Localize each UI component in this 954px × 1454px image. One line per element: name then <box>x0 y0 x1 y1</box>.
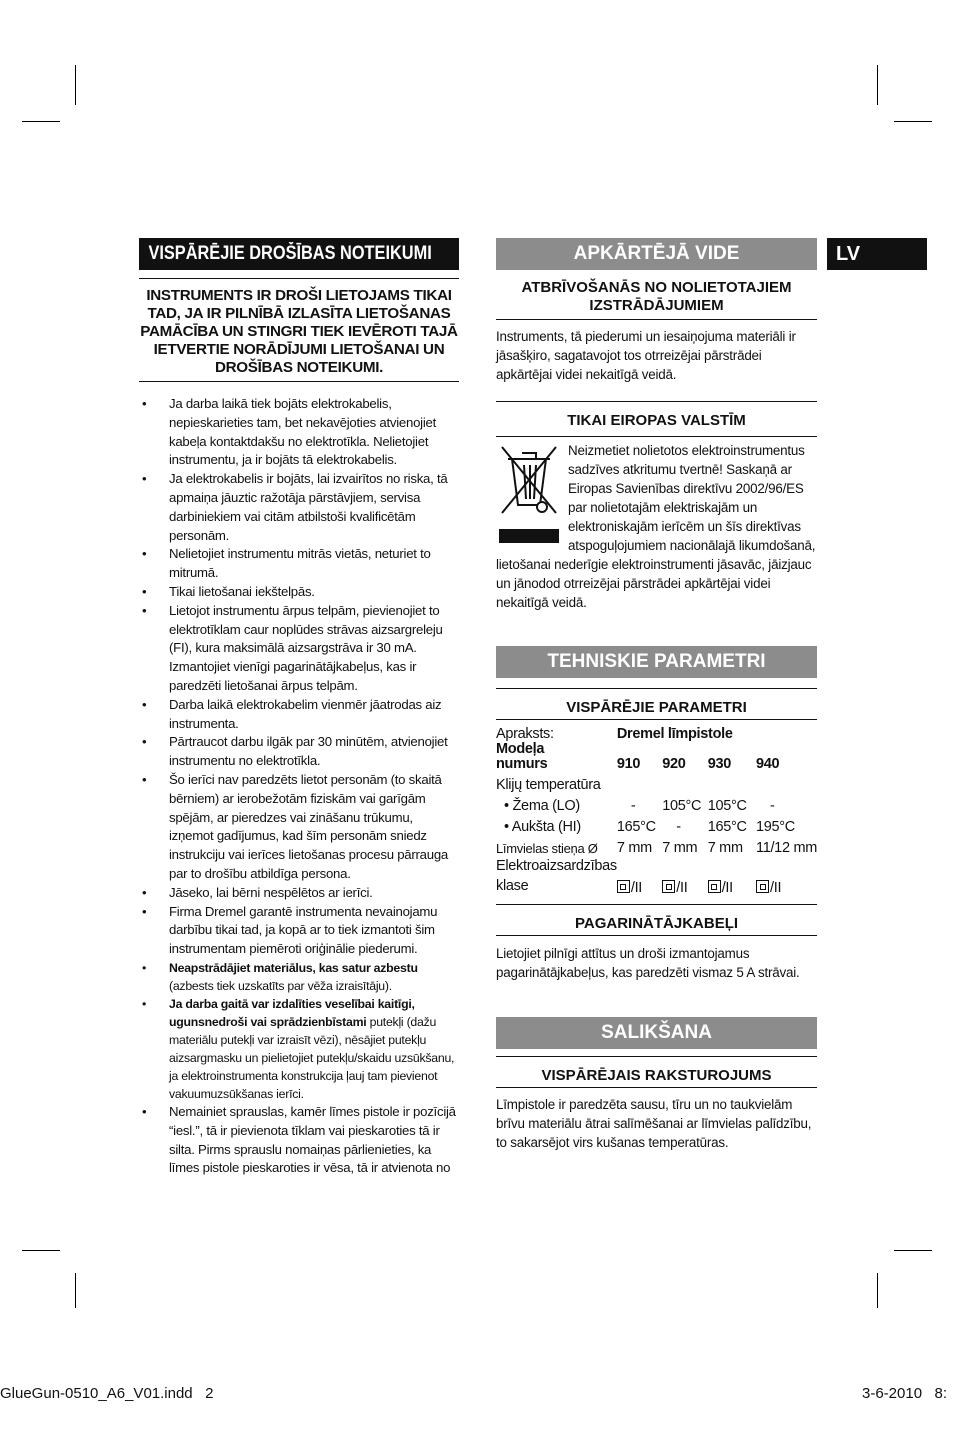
spec-stick-label: Līmvielas stieņa Ø <box>496 841 598 856</box>
eu-text: Neizmetiet nolietotos elektroinstrumentus sadzīves atkritumu tvertnē! Saskaņā ar Eiropas Savienības direktīvu 2002/96/ES par nolietotajām elektriskajām un elektroniskajām ierīcēm un šīs direktīvas atspoguļojumiem nacionālajā likumdošanā, lietošanai nederīgie elektroinstrumenti jāsavāc, jāizjauc un jānodod otrreizējai pārstrādei apkārtējai videi nekaitīgā veidā. <box>496 443 816 610</box>
crop-mark <box>22 121 60 122</box>
spec-cell: 7 mm <box>707 840 743 856</box>
table-row <box>496 742 817 772</box>
crop-mark <box>75 1273 76 1308</box>
list-item: • Jāseko, lai bērni nespēlētos ar ierīci. <box>139 884 459 903</box>
disposal-text: Instruments, tā piederumi un iesaiņojuma materiāli ir jāsašķiro, sagatavojot tos otrreizējai pārstrādei apkārtējai videi nekaitīgā veidā. <box>496 329 796 382</box>
spec-cell: - <box>770 798 775 814</box>
list-item: • Pārtraucot darbu ilgāk par 30 minūtēm, atvienojiet instrumentu no elektrotīkla. <box>139 733 459 771</box>
warning-text: INSTRUMENTS IR DROŠI LIETOJAMS TIKAI TAD, JA IR PILNĪBĀ IZLASĪTA LIETOŠANAS PAMĀCĪBA UN STINGRI TIEK IEVĒROTI TAJĀ IETVERTIE NORĀDĪJUMI LIETOŠANAI UN DROŠĪBAS NOTEIKUMI. <box>140 287 458 376</box>
safety-header: VISPĀRĒJIE DROŠĪBAS NOTEIKUMI <box>148 243 432 264</box>
spec-cell: /II <box>662 856 707 896</box>
list-item: • Lietojot instrumentu ārpus telpām, pievienojiet to elektrotīklam caur noplūdes strāvas aizsargreleju (FI), kura maksimālā aizsargstrāva ir 30 mA. Izmantojiet vienīgi pagarinātājkabeļus, kas ir paredzēti lietošanai ārpus telpām. <box>139 602 459 696</box>
env-header: APKĀRTĒJĀ VIDE <box>496 238 817 270</box>
crop-mark <box>22 1250 60 1251</box>
table-row <box>496 835 817 856</box>
assembly-header: SALIKŠANA <box>496 1017 817 1049</box>
spec-cell: - <box>676 819 681 835</box>
double-insulation-icon <box>617 880 630 893</box>
spec-cell: 11/12 mm <box>756 840 817 856</box>
double-insulation-icon <box>708 880 721 893</box>
list-item: • Neapstrādājiet materiālus, kas satur azbestu (azbests tiek uzskatīts par vēža izraisītāju). <box>139 959 459 995</box>
spec-cell: 7 mm <box>662 840 698 856</box>
list-item: • Nelietojiet instrumentu mitrās vietās, neturiet to mitrumā. <box>139 545 459 583</box>
spec-model-label: Modeļa numurs <box>496 741 548 772</box>
disposal-title: ATBRĪVOŠANĀS NO NOLIETOTAJIEM IZSTRĀDĀJUMIEM <box>496 279 817 320</box>
crop-mark <box>894 121 932 122</box>
spec-desc-label: Apraksts: <box>496 726 554 742</box>
ext-text: Lietojiet pilnīgi attītus un droši izmantojamus pagarinātājkabeļus, kas paredzēti vismaz 5 A strāvai. <box>496 946 800 980</box>
model-940: 940 <box>756 756 780 772</box>
spec-cell: /II <box>756 856 817 896</box>
spec-product: Dremel līmpistole <box>616 726 733 742</box>
desc-text: Līmpistole ir paredzēta sausu, tīru un no taukvielām brīvu materiālu ātrai salīmēšanai ar līmvielas palīdzību, to sakarsējot virs kušanas temperatūras. <box>496 1097 812 1150</box>
list-item: • Ja darba laikā tiek bojāts elektrokabelis, nepieskarieties tam, bet nekavējoties atvienojiet kabeļa kontaktdakšu no elektrotīkla. Nelietojiet instrumentu, ja ir bojāts tā elektrokabelis. <box>139 395 459 470</box>
safety-list <box>139 395 459 1178</box>
table-row <box>496 772 817 793</box>
double-insulation-icon <box>662 880 675 893</box>
eu-title: TIKAI EIROPAS VALSTĪM <box>496 401 817 430</box>
model-910: 910 <box>616 756 641 772</box>
footer-file: GlueGun-0510_A6_V01.indd 2 <box>0 1385 214 1402</box>
tech-header: TEHNISKIE PARAMETRI <box>496 646 817 678</box>
spec-cell: 105°C <box>707 798 747 814</box>
spec-high-label: • Aukšta (HI) <box>504 819 581 835</box>
model-930: 930 <box>707 756 731 772</box>
table-row <box>496 726 817 742</box>
footer-date: 3-6-2010 8: <box>862 1385 948 1402</box>
spec-cell: 165°C <box>616 819 656 835</box>
crop-mark <box>877 65 878 105</box>
desc-title: VISPĀRĒJAIS RAKSTUROJUMS <box>496 1056 817 1088</box>
safety-warning <box>139 278 459 382</box>
list-item: • Firma Dremel garantē instrumenta nevainojamu darbību tikai tad, ja kopā ar to tiek izmantoti šim instrumentam piemēroti oriģinālie piederumi. <box>139 903 459 959</box>
crop-mark <box>877 1273 878 1308</box>
eu-block <box>496 436 817 612</box>
spec-low-label: • Žema (LO) <box>504 798 580 814</box>
list-item: • Ja darba gaitā var izdalīties veselībai kaitīgi, ugunsnedroši vai sprādzienbīstami putekļi (dažu materiālu putekļi var izraisīt vēzi), nēsājiet putekļu aizsargmasku un pielietojiet putekļu/skaidu uzsūkšanu, ja elektroinstrumenta konstrukcija ļauj tam pievienot vakuumuzsūkšanas ierīci. <box>139 995 459 1103</box>
table-row <box>496 856 817 896</box>
crop-mark <box>894 1250 932 1251</box>
table-row <box>496 793 817 814</box>
general-params-title: VISPĀRĒJIE PARAMETRI <box>496 688 817 720</box>
weee-bin-icon <box>496 441 566 549</box>
list-item: • Ja elektrokabelis ir bojāts, lai izvairītos no riska, tā apmaiņa jāuztic ražotāja pārstāvjiem, servisa darbiniekiem vai citām atbilstoši kvalificētām personām. <box>139 470 459 545</box>
spec-table <box>496 726 817 896</box>
spec-cell: /II <box>617 856 662 896</box>
language-tab <box>827 238 927 270</box>
list-item: • Šo ierīci nav paredzēts lietot personām (to skaitā bērniem) ar ierobežotām fiziskām vai garīgām spējām, ar pieredzes vai zināšanu trūkumu, izņemot gadījumus, kad šīm personām sniedz instrukciju vai ierīces lietošanas procesu pārrauga par to drošību atbildīga persona. <box>139 771 459 884</box>
env-column <box>496 238 817 1152</box>
spec-cell: 195°C <box>756 819 795 835</box>
spec-cell: 165°C <box>707 819 747 835</box>
crop-mark <box>75 65 76 105</box>
language-label: LV <box>836 243 861 265</box>
list-item: • Darba laikā elektrokabelim vienmēr jāatrodas aiz instrumenta. <box>139 696 459 734</box>
spec-cell: 7 mm <box>616 840 652 856</box>
safety-column <box>139 238 459 1178</box>
model-920: 920 <box>662 756 686 772</box>
spec-class-label: Elektroaizsardzības klase <box>496 858 617 894</box>
spec-cell: 105°C <box>662 798 702 814</box>
list-item: • Tikai lietošanai iekštelpās. <box>139 583 459 602</box>
table-row <box>496 814 817 835</box>
list-item: • Nemainiet sprauslas, kamēr līmes pistole ir pozīcijā “iesl.”, tā ir pievienota tīklam vai pieskaroties tā ir silta. Pirms sprauslu nomaiņas pārlienieties, ka līmes pistole pieskaroties ir vēsa, tā ir atvienota no <box>139 1103 459 1178</box>
ext-title: PAGARINĀTĀJKABEĻI <box>496 904 817 936</box>
spec-cell: - <box>630 798 636 814</box>
spec-cell: /II <box>708 856 756 896</box>
double-insulation-icon <box>756 880 769 893</box>
spec-temp-label: Klijų temperatūra <box>496 777 601 793</box>
safety-header-bar <box>139 238 459 270</box>
